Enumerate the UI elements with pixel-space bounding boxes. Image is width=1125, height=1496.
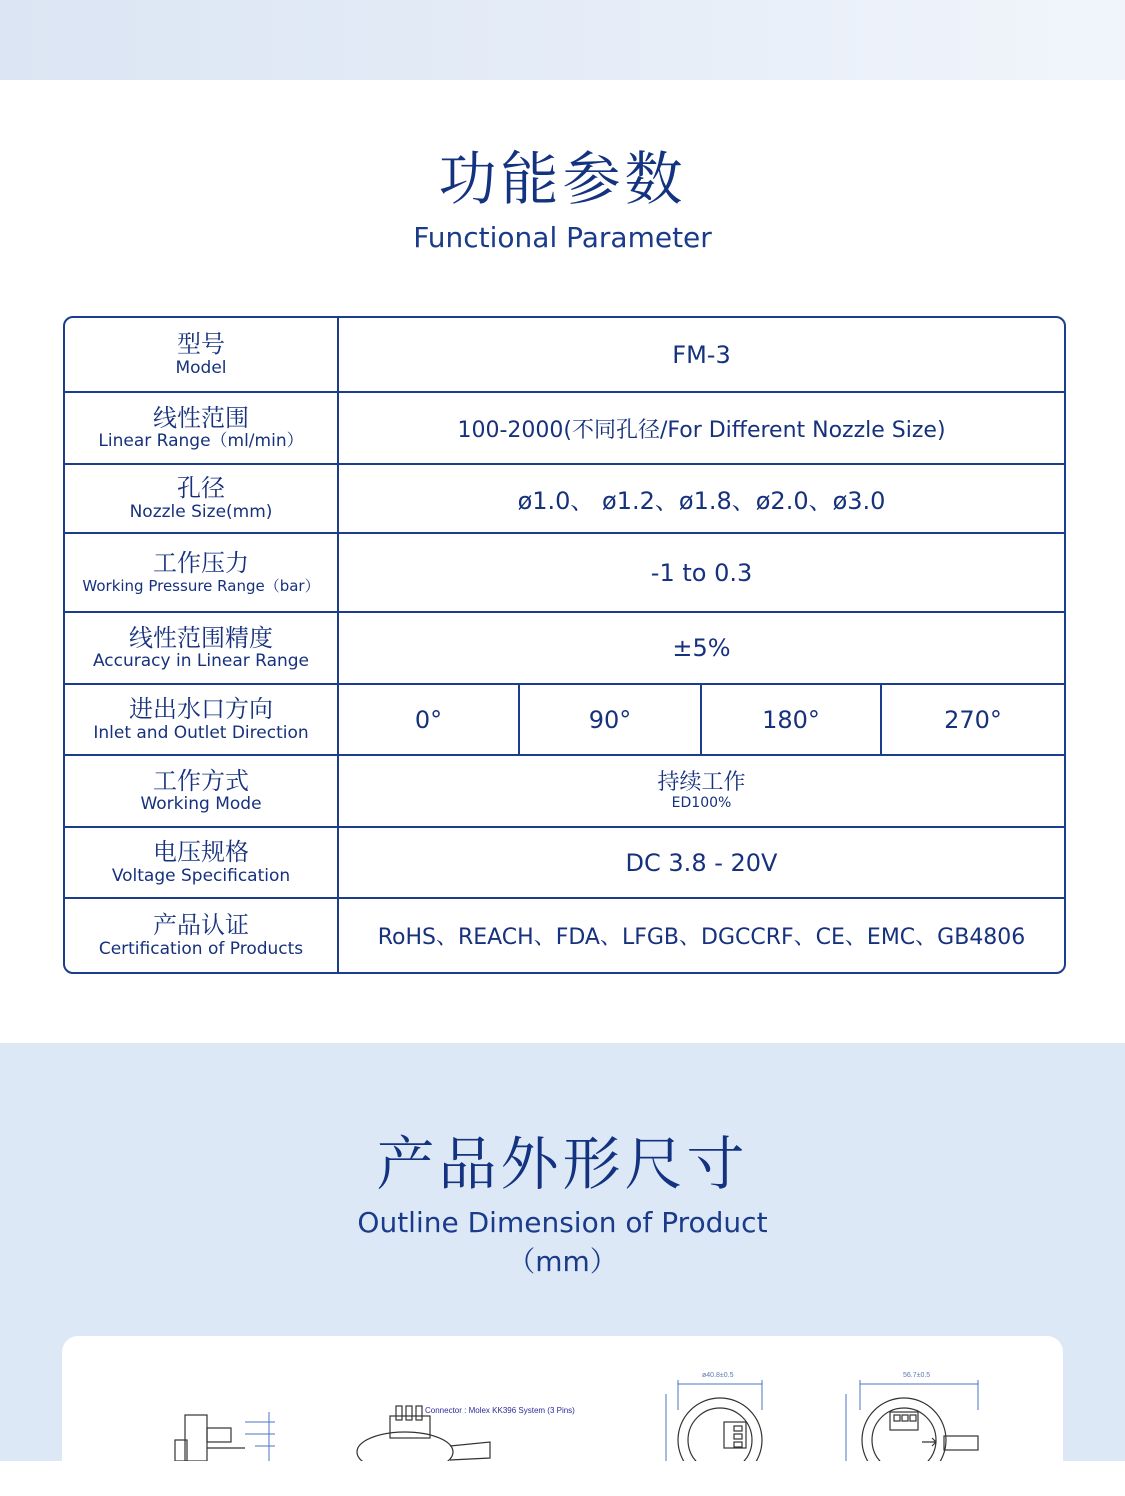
direction-cell — [702, 685, 882, 756]
pressure-value: -1 to 0.3 — [650, 558, 753, 587]
nozzle-size-value: ø1.0、 ø1.2、ø1.8、ø2.0、ø3.0 — [517, 487, 886, 515]
param-label-en: Working Pressure Range（bar） — [82, 576, 320, 595]
param-value-cell — [339, 756, 1064, 828]
param-label-cell — [65, 756, 339, 828]
param-label-en: Certification of Products — [98, 938, 304, 959]
outline-dimension-heading — [0, 1130, 1125, 1279]
param-label-cell — [65, 393, 339, 465]
param-value-cell — [339, 465, 1064, 534]
param-label-en: Accuracy in Linear Range — [92, 651, 310, 671]
table-row — [65, 613, 1064, 685]
param-label-cn: 进出水口方向 — [129, 695, 273, 724]
param-label-cell — [65, 899, 339, 972]
param-label-cn: 电压规格 — [153, 838, 249, 867]
section-title-en: Outline Dimension of Product — [357, 1206, 768, 1239]
direction-value: 90° — [588, 705, 632, 734]
param-value-cell — [339, 613, 1064, 685]
model-value: FM-3 — [672, 340, 731, 369]
param-label-en: Nozzle Size(mm) — [129, 501, 273, 522]
param-label-cn: 产品认证 — [153, 911, 249, 940]
table-row — [65, 685, 1064, 756]
param-label-en: Model — [175, 357, 227, 378]
table-row — [65, 393, 1064, 465]
param-label-cell — [65, 828, 339, 899]
direction-cell — [339, 685, 520, 756]
front-view-drawing — [660, 1380, 770, 1461]
dimension-label: 56.7±0.5 — [903, 1372, 931, 1379]
param-label-cell — [65, 534, 339, 613]
back-view-drawing — [840, 1380, 980, 1461]
direction-cell — [882, 685, 1064, 756]
table-row — [65, 899, 1064, 972]
param-label-en: Working Mode — [140, 794, 262, 814]
param-label-cn: 工作压力 — [153, 549, 249, 578]
param-value-cell — [339, 534, 1064, 613]
section-title-en: Functional Parameter — [413, 221, 712, 254]
direction-value: 270° — [944, 705, 1002, 734]
param-label-cell — [65, 465, 339, 534]
param-label-cn: 工作方式 — [153, 766, 249, 795]
side-view-drawing — [165, 1410, 285, 1461]
param-label-cell — [65, 685, 339, 756]
certification-value: RoHS、REACH、FDA、LFGB、DGCCRF、CE、EMC、GB4806 — [377, 925, 1026, 950]
top-banner — [0, 0, 1125, 80]
direction-value: 0° — [414, 705, 443, 734]
working-mode-value-cn: 持续工作 — [657, 769, 746, 795]
param-label-en: Voltage Specification — [111, 865, 291, 886]
voltage-value: DC 3.8 - 20V — [625, 848, 778, 877]
section-title-cn: 功能参数 — [438, 145, 687, 213]
direction-value: 180° — [762, 705, 820, 734]
param-label-cn: 线性范围精度 — [129, 623, 273, 652]
param-label-cn: 孔径 — [177, 474, 225, 503]
section-title-cn: 产品外形尺寸 — [376, 1130, 749, 1198]
linear-range-value: 100-2000(不同孔径/For Different Nozzle Size) — [457, 417, 946, 443]
param-label-cell — [65, 318, 339, 393]
table-row — [65, 756, 1064, 828]
functional-parameter-heading — [0, 145, 1125, 255]
param-label-cell — [65, 613, 339, 685]
param-value-cell — [339, 828, 1064, 899]
connector-note: Connector : Molex KK396 System (3 Pins) — [425, 1406, 575, 1415]
table-row — [65, 465, 1064, 534]
working-mode-value-en: ED100% — [671, 794, 732, 811]
param-label-en: Inlet and Outlet Direction — [93, 722, 309, 743]
param-value-cell — [339, 393, 1064, 465]
table-row — [65, 318, 1064, 393]
param-value-cell — [339, 318, 1064, 393]
unit-label: （mm） — [507, 1245, 618, 1278]
param-label-cn: 型号 — [177, 330, 225, 359]
table-row — [65, 534, 1064, 613]
parameter-table — [63, 316, 1066, 974]
param-label-en: Linear Range（ml/min） — [98, 431, 304, 451]
dimension-label: ø40.8±0.5 — [702, 1372, 734, 1379]
param-value-cell — [339, 899, 1064, 972]
table-row — [65, 828, 1064, 899]
accuracy-value: ±5% — [672, 634, 731, 662]
direction-cell — [520, 685, 702, 756]
param-label-cn: 线性范围 — [153, 403, 249, 432]
